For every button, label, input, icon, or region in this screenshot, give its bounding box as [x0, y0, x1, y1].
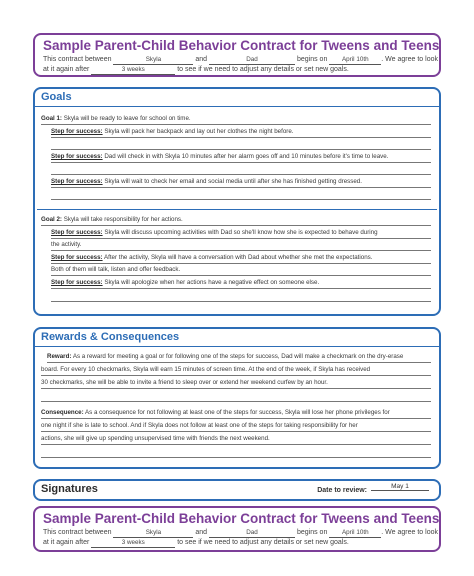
reward-line-3: 30 checkmarks, she will be able to invite a friend to sleep over or extend her weekend curfew by an hour. — [41, 378, 431, 389]
start-date-field-bottom[interactable]: April 10th — [329, 529, 381, 538]
goal-1-step-1-extra — [51, 139, 431, 150]
reward-line-1: Reward: As a reward for meeting a goal or for following one of the steps for success, Dad will make a checkmark on the dry-erase — [47, 352, 431, 363]
consequence-line-3: actions, she will give up spending unsupervised time with friends the next weekend. — [41, 434, 431, 445]
goals-header — [35, 89, 439, 107]
goals-divider — [37, 209, 437, 210]
contract-header-bottom — [33, 506, 441, 552]
consequence-line-1: Consequence: As a consequence for not following at least one of the steps for success, Skyla will lose her phone privileges for — [41, 408, 431, 419]
contract-line-2: at it again after 3 weeks to see if we need to adjust any details or set new goals. — [43, 66, 349, 73]
goal-2-step-3: Step for success: Skyla will apologize when her actions have a negative effect on someone else. — [51, 278, 431, 289]
signatures-section — [33, 479, 441, 501]
date-to-review-field[interactable]: May 1 — [371, 483, 429, 491]
review-period-field-bottom[interactable]: 3 weeks — [91, 539, 175, 548]
goals-section — [33, 87, 441, 316]
date-to-review-label: Date to review: — [317, 487, 367, 494]
goal-1-row: Goal 1: Skyla will be ready to leave for school on time. — [41, 114, 431, 125]
goal-2-body — [41, 211, 431, 314]
goal-2-step-3-extra — [51, 291, 431, 302]
parent-name-field-bottom[interactable]: Dad — [209, 529, 295, 538]
rewards-section — [33, 327, 441, 469]
child-name-field[interactable]: Skyla — [113, 56, 193, 65]
goal-1-step-3: Step for success: Skyla will wait to check her email and social media until after she has finished getting dressed. — [51, 177, 431, 188]
contract-header-top — [33, 33, 441, 77]
goal-1-step-2-extra — [51, 164, 431, 175]
reward-line-4 — [41, 391, 431, 402]
start-date-field[interactable]: April 10th — [329, 56, 381, 65]
review-period-field[interactable]: 3 weeks — [91, 66, 175, 75]
contract-title: Sample Parent-Child Behavior Contract for Tweens and Teens — [43, 38, 440, 53]
contract-title-bottom: Sample Parent-Child Behavior Contract for Tweens and Teens — [43, 511, 440, 526]
goal-2-row: Goal 2: Skyla will take responsibility for her actions. — [41, 215, 431, 226]
contract-bottom-line-1: This contract between Skyla and Dad begins on April 10th . We agree to look — [43, 529, 438, 536]
parent-name-field[interactable]: Dad — [209, 56, 295, 65]
goal-2-step-1-cont: the activity. — [51, 240, 431, 251]
rewards-header — [35, 329, 439, 347]
child-name-field-bottom[interactable]: Skyla — [113, 529, 193, 538]
goals-heading: Goals — [41, 91, 72, 103]
goal-1-step-2: Step for success: Dad will check in with Skyla 10 minutes after her alarm goes off and 10 minutes before it's time to leave. — [51, 152, 431, 163]
goal-1-step-1: Step for success: Skyla will pack her backpack and lay out her clothes the night before. — [51, 127, 431, 138]
goal-2-step-1: Step for success: Skyla will discuss upcoming activities with Dad so she'll know how she is expected to behave during — [51, 228, 431, 239]
goal-1-step-3-extra — [51, 189, 431, 200]
contract-line-1: This contract between Skyla and Dad begins on April 10th . We agree to look — [43, 56, 438, 63]
contract-bottom-line-2: at it again after 3 weeks to see if we need to adjust any details or set new goals. — [43, 539, 349, 546]
goal-2-step-2-cont: Both of them will talk, listen and offer feedback. — [51, 265, 431, 276]
rewards-body — [41, 347, 431, 467]
reward-line-2: board. For every 10 checkmarks, Skyla will earn 15 minutes of screen time. At the end of the week, if Skyla has received — [41, 365, 431, 376]
goal-2-step-2: Step for success: After the activity, Skyla will have a conversation with Dad about whether she met the expectations. — [51, 253, 431, 264]
rewards-heading: Rewards & Consequences — [41, 331, 180, 343]
consequence-line-4 — [41, 447, 431, 458]
signatures-heading: Signatures — [41, 483, 98, 495]
consequence-line-2: one night if she is late to school. And if Skyla does not follow at least one of the steps for taking responsibility for her — [41, 421, 431, 432]
